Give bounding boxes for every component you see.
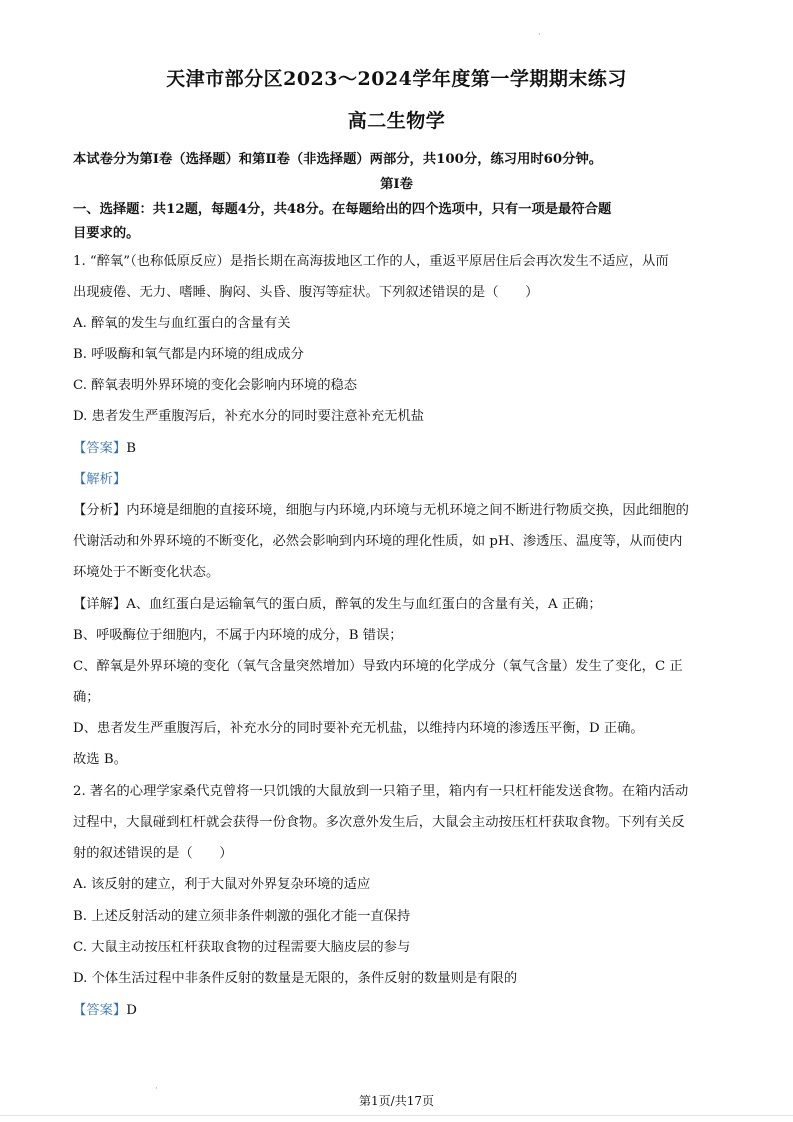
q1-fenxi-line-3: 环境处于不断变化状态。	[73, 565, 220, 580]
answer-tag: 【答案】	[73, 1003, 127, 1018]
section-instruction-line-2: 目要求的。	[73, 226, 140, 241]
q1-stem-line-1: 1. “醉氧”（也称低原反应）是指长期在高海拔地区工作的人，重返平原居住后会再次发生不适应，从而	[73, 254, 669, 269]
q1-fenxi-line-2: 代谢活动和外界环境的不断变化，必然会影响到内环境的理化性质，如 pH、渗透压、温度等，从而使内	[73, 534, 683, 549]
q2-answer	[73, 999, 733, 1018]
q1-answer	[73, 437, 733, 456]
fenxi-text: 内环境是细胞的直接环境，细胞与内环境,内环境与无机环境之间不断进行物质交换，因此细胞的	[126, 503, 689, 518]
page-footer: 第1页/共17页	[359, 1094, 434, 1108]
answer-tag: 【答案】	[73, 441, 127, 456]
q1-fenxi-line-1	[73, 499, 733, 518]
q1-detail-a	[73, 593, 733, 612]
section-instruction-line-1: 一、选择题：共12题，每题4分，共48分。在每题给出的四个选项中，只有一项是最符合题	[73, 202, 612, 217]
q2-option-d: D. 个体生活过程中非条件反射的数量是无限的，条件反射的数量则是有限的	[73, 971, 518, 986]
q2-option-a: A. 该反射的建立，利于大鼠对外界复杂环境的适应	[73, 877, 371, 892]
section-title: 第I卷	[380, 177, 413, 192]
q1-detail-b: B、呼吸酶位于细胞内，不属于内环境的成分，B 错误；	[73, 628, 403, 643]
detail-a-text: A、血红蛋白是运输氧气的蛋白质，醉氧的发生与血红蛋白的含量有关，A 正确；	[126, 597, 602, 612]
q2-option-c: C. 大鼠主动按压杠杆获取食物的过程需要大脑皮层的参与	[73, 940, 411, 955]
q1-option-a: A. 醉氧的发生与血红蛋白的含量有关	[73, 316, 291, 331]
page-title: 天津市部分区2023～2024学年度第一学期期末练习	[166, 68, 627, 90]
q1-option-b: B. 呼吸酶和氧气都是内环境的组成成分	[73, 347, 304, 362]
q1-option-d: D. 患者发生严重腹泻后，补充水分的同时要注意补充无机盐	[73, 409, 425, 424]
q2-stem-line-1: 2. 著名的心理学家桑代克曾将一只饥饿的大鼠放到一只箱子里，箱内有一只杠杆能发送食物。在箱内活动	[73, 784, 689, 799]
footer-mark-left: ·	[155, 1084, 158, 1094]
q1-analysis-tag: 【解析】	[73, 472, 127, 487]
exam-intro: 本试卷分为第I卷（选择题）和第Ⅱ卷（非选择题）两部分，共100分，练习用时60分钟。	[73, 152, 603, 167]
q1-stem-line-2: 出现疲倦、无力、嗜睡、胸闷、头昏、腹泻等症状。下列叙述错误的是（ ）	[73, 285, 539, 300]
q1-detail-c-line-2: 确；	[73, 690, 100, 705]
q2-stem-line-3: 射的叙述错误的是（ ）	[73, 846, 233, 861]
detail-tag: 【详解】	[73, 597, 127, 612]
q2-stem-line-2: 过程中，大鼠碰到杠杆就会获得一份食物。多次意外发生后，大鼠会主动按压杠杆获取食物。下列有关反	[73, 815, 685, 830]
q1-option-c: C. 醉氧表明外界环境的变化会影响内环境的稳态	[73, 378, 358, 393]
page-subtitle: 高二生物学	[347, 110, 446, 132]
q1-detail-c-line-1: C、醉氧是外界环境的变化（氧气含量突然增加）导致内环境的化学成分（氧气含量）发生了变化，C 正	[73, 659, 683, 674]
q2-option-b: B. 上述反射活动的建立须非条件刺激的强化才能一直保持	[73, 909, 411, 924]
q1-detail-d: D、患者发生严重腹泻后，补充水分的同时要补充无机盐，以维持内环境的渗透压平衡，D 正确。	[73, 721, 644, 736]
q1-conclusion: 故选 B。	[73, 752, 127, 767]
corner-mark: ·	[538, 30, 541, 40]
answer-value: D	[126, 1003, 137, 1018]
answer-value: B	[126, 441, 136, 456]
footer-divider	[0, 1115, 793, 1116]
fenxi-tag: 【分析】	[73, 503, 127, 518]
